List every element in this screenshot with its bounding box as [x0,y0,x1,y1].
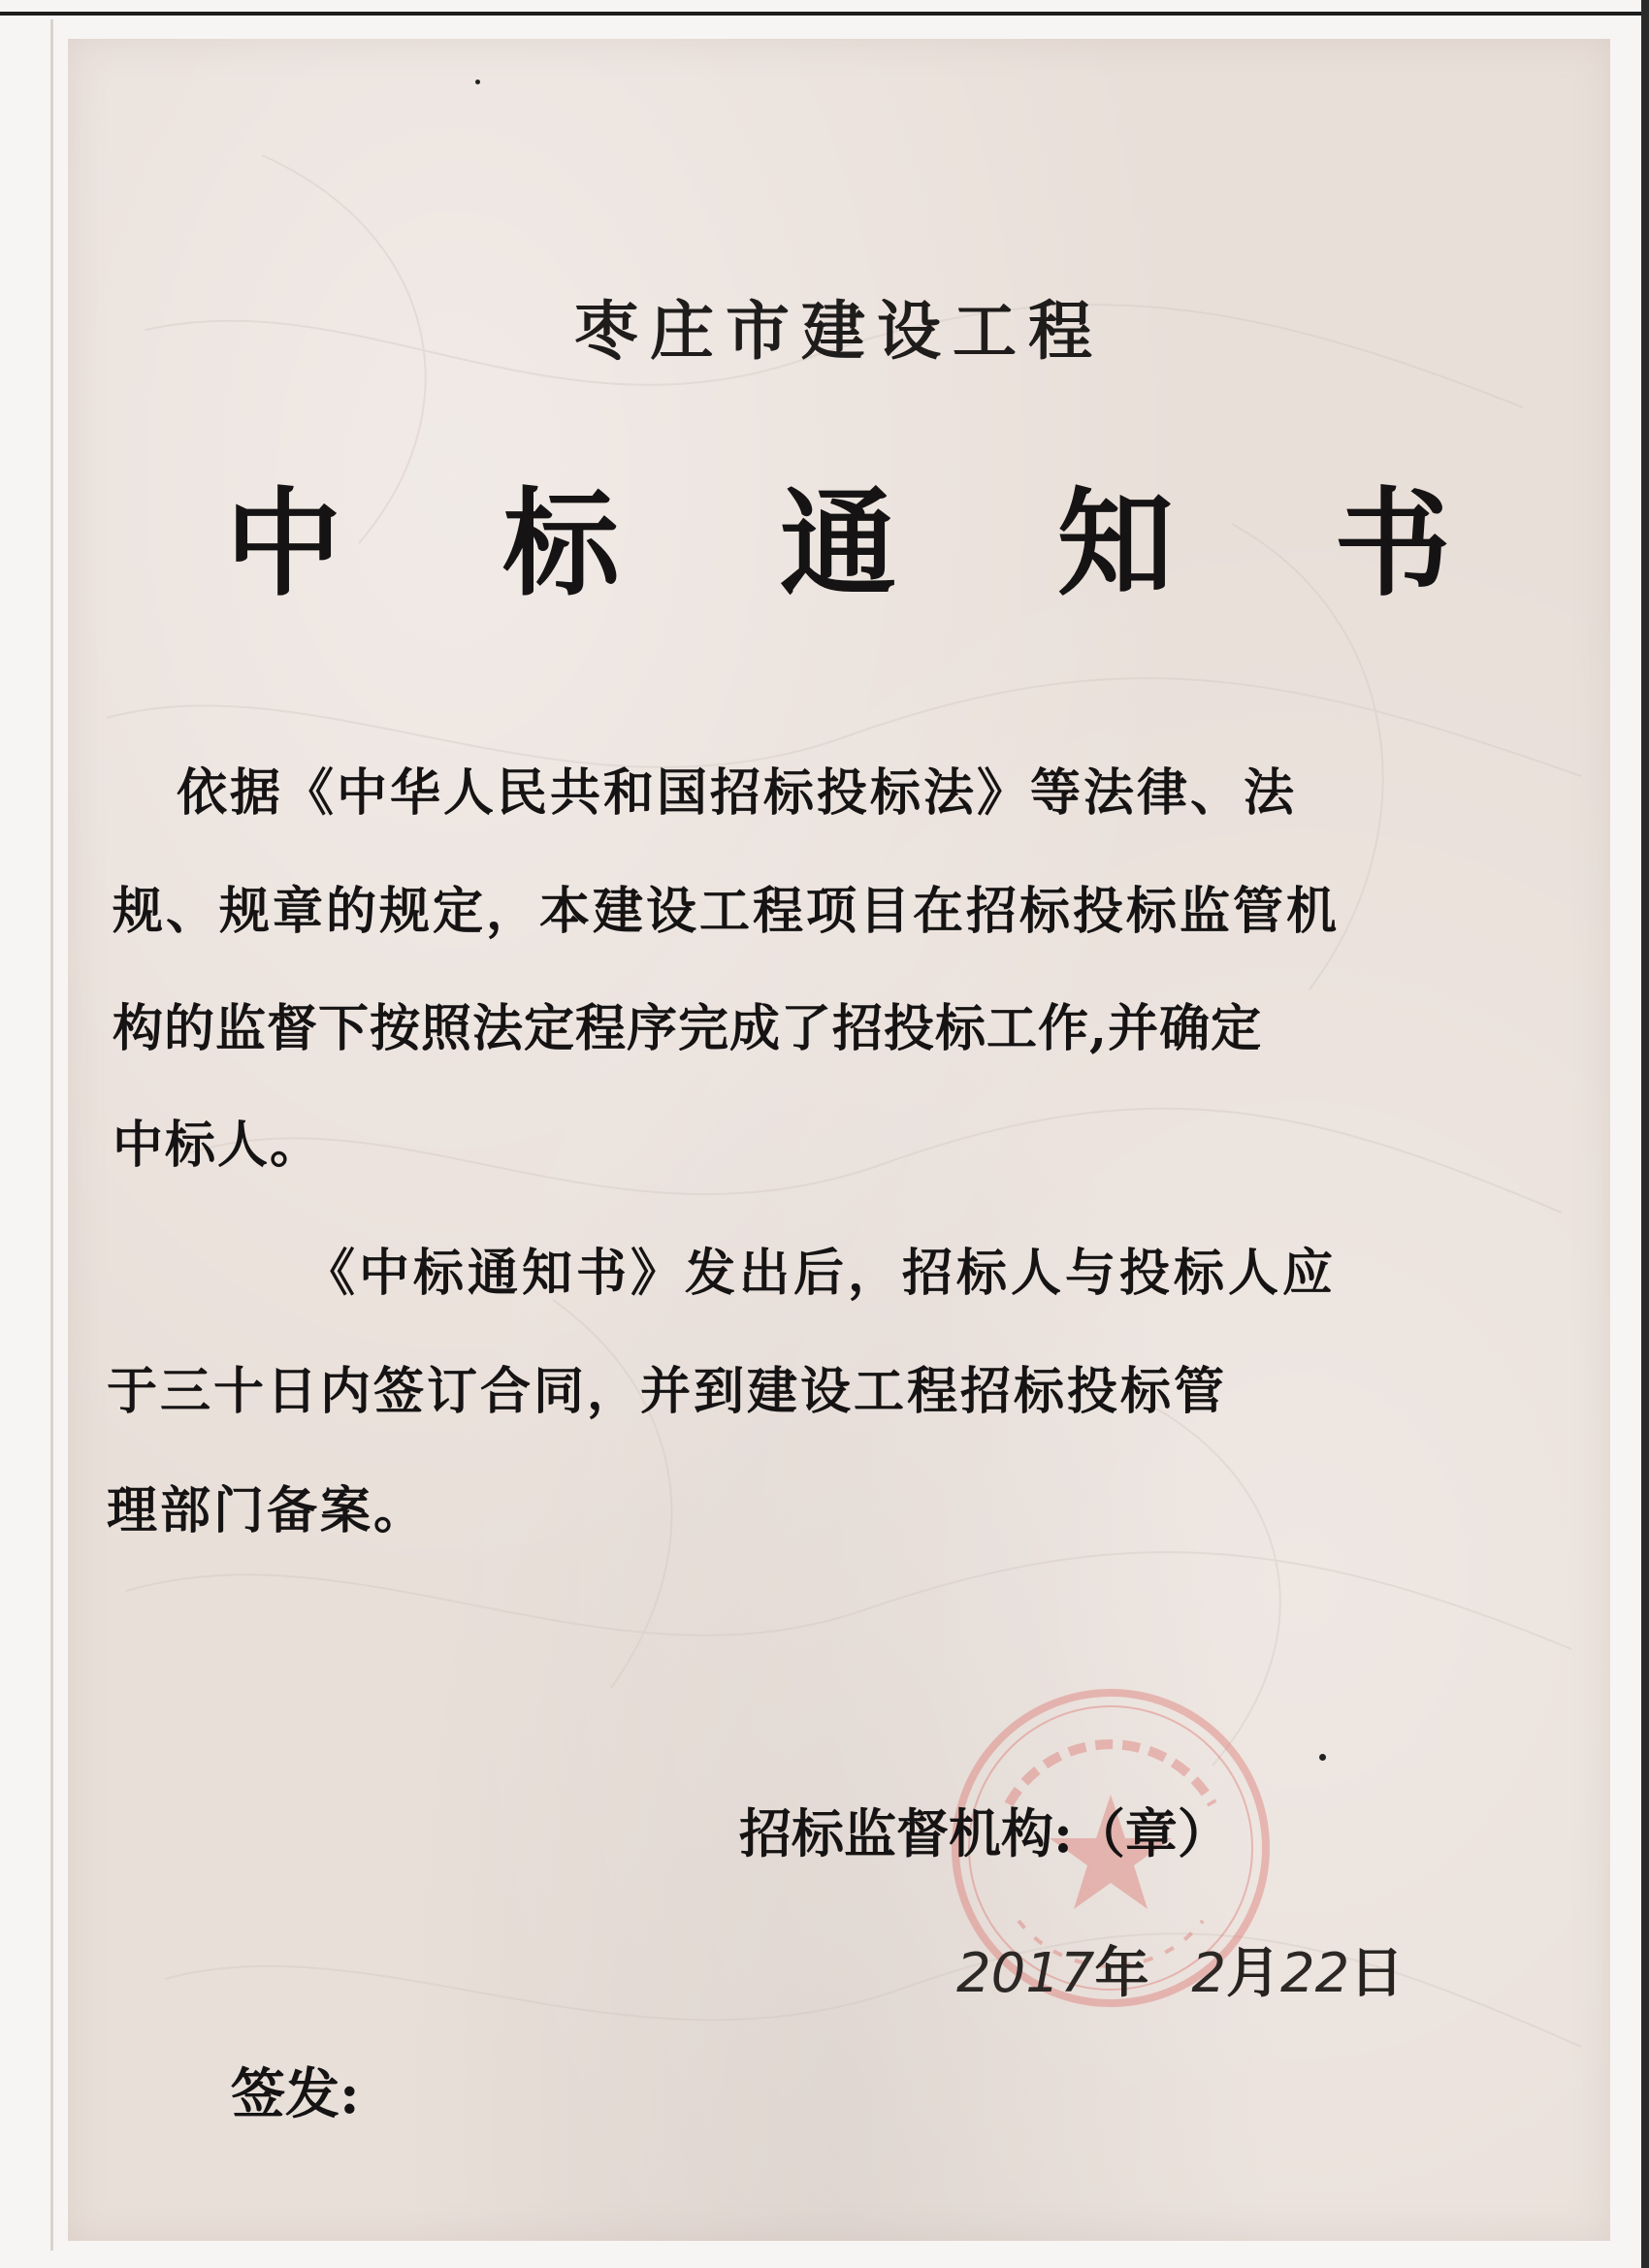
certificate-paper [68,39,1610,2241]
scan-edge-right [1641,0,1649,2268]
paragraph-2-line-1: 《中标通知书》发出后，招标人与投标人应 [305,1244,1338,1303]
signing-date [956,1930,1404,2008]
paragraph-1-line-4: 中标人。 [113,1116,323,1175]
paragraph-2-line-2: 于三十日内签订合同，并到建设工程招标投标管 [107,1362,1228,1421]
paragraph-2-line-3: 理部门备案。 [107,1481,428,1540]
date-month-unit: 月 [1225,1941,1280,2005]
paragraph-1-line-3: 构的监督下按照法定程序完成了招投标工作,并确定 [113,999,1263,1058]
date-day: 22 [1279,1942,1350,2005]
paragraph-1-line-1: 依据《中华人民共和国招标投标法》等法律、法 [177,763,1298,823]
paragraph-1-line-2: 规、规章的规定，本建设工程项目在招标投标监管机 [113,882,1341,941]
document-subtitle: 枣庄市建设工程 [574,293,1104,369]
date-month: 2 [1191,1942,1226,2005]
scan-edge-left [50,19,53,2251]
supervising-agency-label: 招标监督机构:（章） [739,1802,1230,1864]
document-title: 中 标 通 知 书 [225,475,1511,612]
ink-speck [475,80,480,84]
ink-speck [1319,1754,1326,1761]
scan-edge-top [0,12,1649,16]
signer-label: 签发: [231,2062,360,2126]
date-year-unit: 年 [1094,1941,1149,2005]
date-year: 2017 [956,1942,1095,2005]
date-day-unit: 日 [1349,1941,1405,2005]
